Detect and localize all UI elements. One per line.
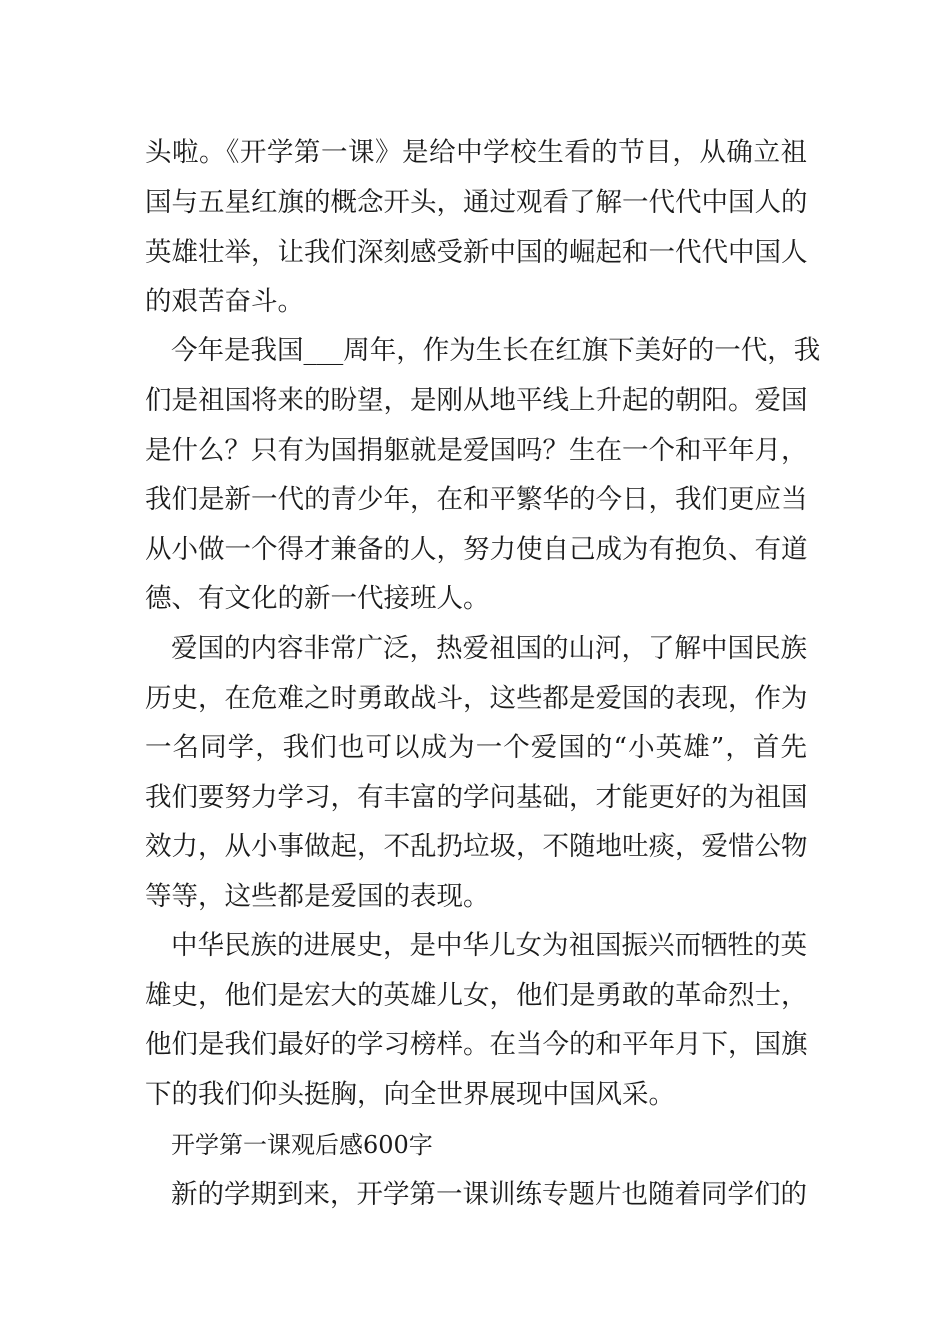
text-line: 的艰苦奋斗。	[145, 286, 304, 317]
text-line: 德、有文化的新一代接班人。	[145, 583, 490, 614]
text-line: 我们要努力学习，有丰富的学问基础，才能更好的为祖国	[145, 782, 808, 813]
text-line: 国与五星红旗的概念开头，通过观看了解一代代中国人的	[145, 187, 808, 218]
text-line: 英雄壮举，让我们深刻感受新中国的崛起和一代代中国人	[145, 237, 808, 268]
text-line: 今年是我国___周年，作为生长在红旗下美好的一代，我	[171, 335, 821, 366]
text-line: 从小做一个得才兼备的人，努力使自己成为有抱负、有道	[145, 534, 808, 565]
text-line: 效力，从小事做起，不乱扔垃圾，不随地吐痰，爱惜公物	[145, 831, 808, 862]
text-line: 一名同学，我们也可以成为一个爱国的“小英雄”，首先	[145, 732, 807, 763]
text-line: 雄史，他们是宏大的英雄儿女，他们是勇敢的革命烈士，	[145, 980, 808, 1011]
section-title: 开学第一课观后感600字	[171, 1131, 433, 1159]
text-line: 历史，在危难之时勇敢战斗，这些都是爱国的表现，作为	[145, 683, 808, 714]
text-line: 他们是我们最好的学习榜样。在当今的和平年月下，国旗	[145, 1029, 808, 1060]
text-line: 我们是新一代的青少年，在和平繁华的今日，我们更应当	[145, 484, 808, 515]
text-line: 爱国的内容非常广泛，热爱祖国的山河，了解中国民族	[171, 633, 807, 664]
text-line: 下的我们仰头挺胸，向全世界展现中国风采。	[145, 1079, 675, 1110]
text-line: 们是祖国将来的盼望，是刚从地平线上升起的朝阳。爱国	[145, 385, 808, 416]
text-line: 是什么？只有为国捐躯就是爱国吗？生在一个和平年月，	[145, 435, 808, 466]
text-line: 中华民族的进展史，是中华儿女为祖国振兴而牺牲的英	[171, 930, 807, 961]
text-line: 新的学期到来，开学第一课训练专题片也随着同学们的	[171, 1179, 807, 1210]
text-line: 等等，这些都是爱国的表现。	[145, 881, 490, 912]
text-line: 头啦。《开学第一课》是给中学校生看的节目，从确立祖	[145, 137, 807, 168]
